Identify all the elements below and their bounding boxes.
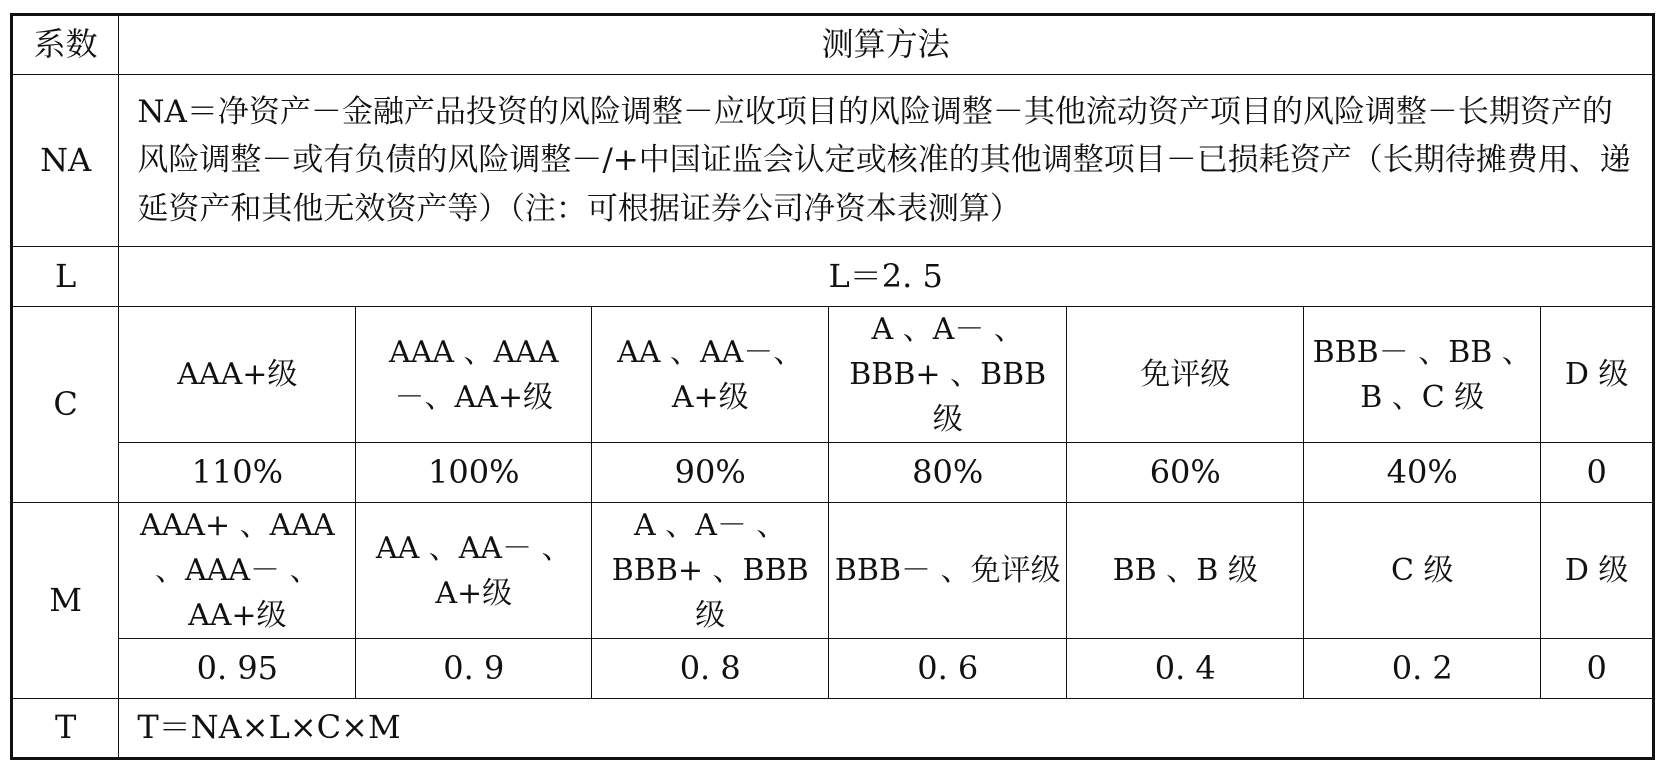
m-value-cell: 0. 8 — [592, 639, 829, 699]
c-rating-cell: AAA+级 — [119, 307, 356, 443]
c-value-cell: 60% — [1067, 443, 1304, 503]
na-row — [12, 75, 1654, 247]
m-rating-cell: BBB－ 、免评级 — [829, 503, 1067, 639]
c-rating-row — [12, 307, 1654, 443]
coefficient-method-table — [10, 13, 1655, 760]
m-value-cell: 0 — [1541, 639, 1654, 699]
l-label: L — [12, 247, 119, 307]
l-formula: L＝2. 5 — [119, 247, 1654, 307]
c-value-cell: 110% — [119, 443, 356, 503]
t-formula: T＝NA×L×C×M — [119, 699, 1654, 759]
c-value-cell: 80% — [829, 443, 1067, 503]
t-label: T — [12, 699, 119, 759]
m-rating-cell: BB 、B 级 — [1067, 503, 1304, 639]
header-coef-label: 系数 — [12, 15, 119, 75]
m-value-cell: 0. 6 — [829, 639, 1067, 699]
m-value-cell: 0. 95 — [119, 639, 356, 699]
c-value-cell: 100% — [356, 443, 592, 503]
c-rating-cell: AA 、AA－、A+级 — [592, 307, 829, 443]
c-rating-cell: AAA 、AAA－、AA+级 — [356, 307, 592, 443]
na-formula: NA＝净资产－金融产品投资的风险调整－应收项目的风险调整－其他流动资产项目的风险调整－长期资产的风险调整－或有负债的风险调整－/+中国证监会认定或核准的其他调整项目－已损耗资产（长期待摊费用、递延资产和其他无效资产等）（注：可根据证券公司净资本表测算） — [119, 75, 1654, 247]
na-label: NA — [12, 75, 119, 247]
m-rating-cell: AA 、AA－ 、A+级 — [356, 503, 592, 639]
m-value-cell: 0. 4 — [1067, 639, 1304, 699]
m-rating-cell: C 级 — [1304, 503, 1541, 639]
c-value-cell: 40% — [1304, 443, 1541, 503]
t-row — [12, 699, 1654, 759]
m-rating-cell: A 、A－ 、BBB+ 、BBB 级 — [592, 503, 829, 639]
c-rating-cell: A 、A－ 、BBB+ 、BBB 级 — [829, 307, 1067, 443]
c-rating-cell: 免评级 — [1067, 307, 1304, 443]
m-label: M — [12, 503, 119, 699]
m-value-cell: 0. 2 — [1304, 639, 1541, 699]
c-value-cell: 90% — [592, 443, 829, 503]
header-method-label: 测算方法 — [119, 15, 1654, 75]
header-row — [12, 15, 1654, 75]
c-value-cell: 0 — [1541, 443, 1654, 503]
c-label: C — [12, 307, 119, 503]
m-rating-cell: AAA+ 、AAA 、AAA－ 、AA+级 — [119, 503, 356, 639]
m-value-cell: 0. 9 — [356, 639, 592, 699]
m-rating-row — [12, 503, 1654, 639]
c-rating-cell: BBB－ 、BB 、B 、C 级 — [1304, 307, 1541, 443]
m-rating-cell: D 级 — [1541, 503, 1654, 639]
l-row — [12, 247, 1654, 307]
m-value-row — [12, 639, 1654, 699]
c-rating-cell: D 级 — [1541, 307, 1654, 443]
c-value-row — [12, 443, 1654, 503]
